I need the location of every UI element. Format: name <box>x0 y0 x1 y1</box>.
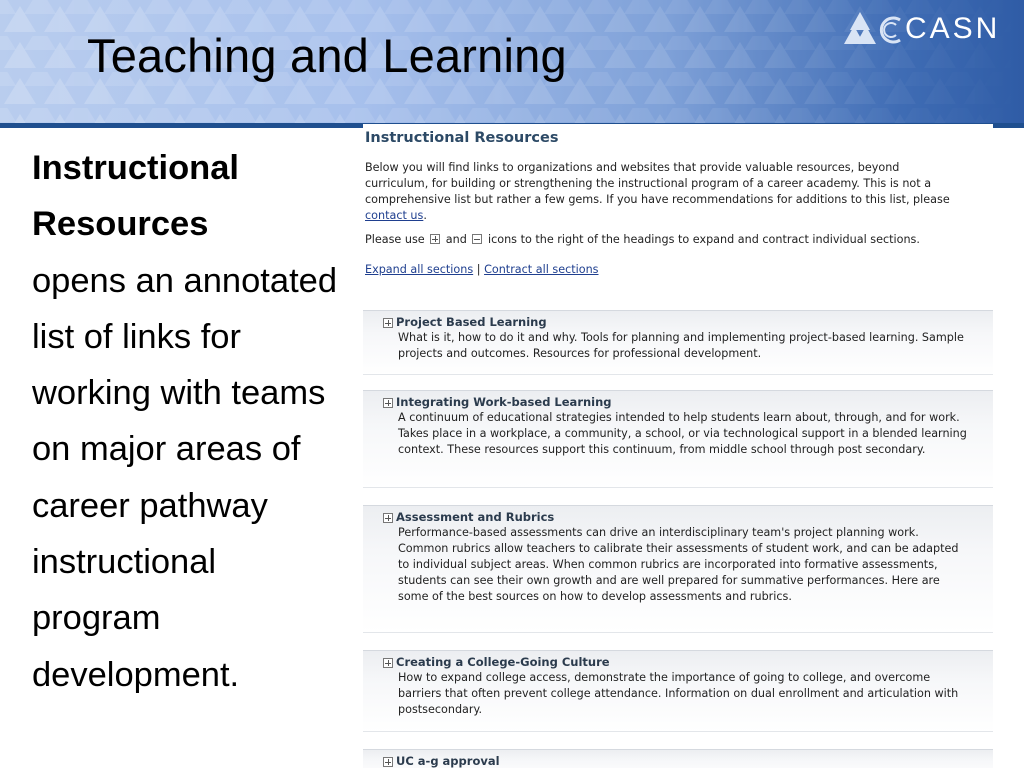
section-project-based-learning[interactable] <box>363 310 993 375</box>
section-title[interactable]: Project Based Learning <box>396 315 547 329</box>
contact-us-link[interactable]: contact us <box>365 209 424 222</box>
minus-box-icon <box>472 234 482 244</box>
section-description: What is it, how to do it and why. Tools for planning and implementing project-based learning. Sample projects and outcomes. Resources for professional development. <box>398 331 964 360</box>
section-divider <box>363 374 993 375</box>
section-title[interactable]: UC a-g approval <box>396 754 500 768</box>
slide-body-text <box>32 140 352 703</box>
section-divider <box>363 632 993 633</box>
section-college-going-culture[interactable] <box>363 650 993 732</box>
usage-instructions <box>365 233 965 247</box>
usage-end-text: icons to the right of the headings to expand and contract individual sections. <box>487 233 920 246</box>
link-separator: | <box>476 263 481 276</box>
logo-text: CASN <box>905 12 1001 45</box>
expand-plus-icon[interactable] <box>383 757 393 767</box>
section-description: Performance-based assessments can drive an interdisciplinary team's project planning work. Common rubrics allow teachers to calibrate their assessments of student work, and can be adapted to individual subject areas. When common rubrics are incorporated into formative assessments, students can see their own growth and are well prepared for summative performances. Here are some of the best sources on how to develop assessments and rubrics. <box>398 526 959 603</box>
intro-end: . <box>423 209 427 222</box>
usage-start-text: Please use <box>365 233 425 246</box>
section-title[interactable]: Integrating Work-based Learning <box>396 395 612 409</box>
bold-heading-line-1: Instructional <box>32 149 240 187</box>
section-divider <box>363 731 993 732</box>
bold-heading-line-2: Resources <box>32 205 209 244</box>
screenshot-intro <box>365 160 965 224</box>
section-work-based-learning[interactable] <box>363 390 993 488</box>
plus-box-icon <box>430 234 440 244</box>
expand-plus-icon[interactable] <box>383 398 393 408</box>
usage-and-text: and <box>445 233 467 246</box>
contract-all-link[interactable]: Contract all sections <box>484 263 599 276</box>
section-uc-ag-approval[interactable] <box>363 749 993 768</box>
section-description: How to expand college access, demonstrate the importance of going to college, and overcome barriers that often prevent college attendance. Information on dual enrollment and articulation with postsecondary. <box>398 671 959 716</box>
slide-title: Teaching and Learning <box>87 29 567 82</box>
expand-plus-icon[interactable] <box>383 318 393 328</box>
section-divider <box>363 487 993 488</box>
expand-all-link[interactable]: Expand all sections <box>365 263 474 276</box>
intro-text: Below you will find links to organizations and websites that provide valuable resources, beyond curriculum, for building or strengthening the instructional program of a career academy. This is not a comprehensive list but rather a few gems. If you have recommendations for additions to this list, please <box>365 161 950 206</box>
section-title[interactable]: Assessment and Rubrics <box>396 510 555 524</box>
instructional-resources-screenshot <box>363 124 993 768</box>
expand-contract-links <box>365 263 599 276</box>
expand-plus-icon[interactable] <box>383 658 393 668</box>
section-assessment-and-rubrics[interactable] <box>363 505 993 633</box>
body-text: opens an annotated list of links for working with teams on major areas of career pathway instructional program development. <box>32 261 338 694</box>
section-description: A continuum of educational strategies intended to help students learn about, through, and for work. Takes place in a workplace, a community, a school, or via technological support in a blended learning context. These resources support this continuum, from middle school through post secondary. <box>398 411 967 456</box>
expand-plus-icon[interactable] <box>383 513 393 523</box>
slide-header <box>0 0 1024 123</box>
section-title[interactable]: Creating a College-Going Culture <box>396 655 610 669</box>
screenshot-title: Instructional Resources <box>365 130 559 146</box>
